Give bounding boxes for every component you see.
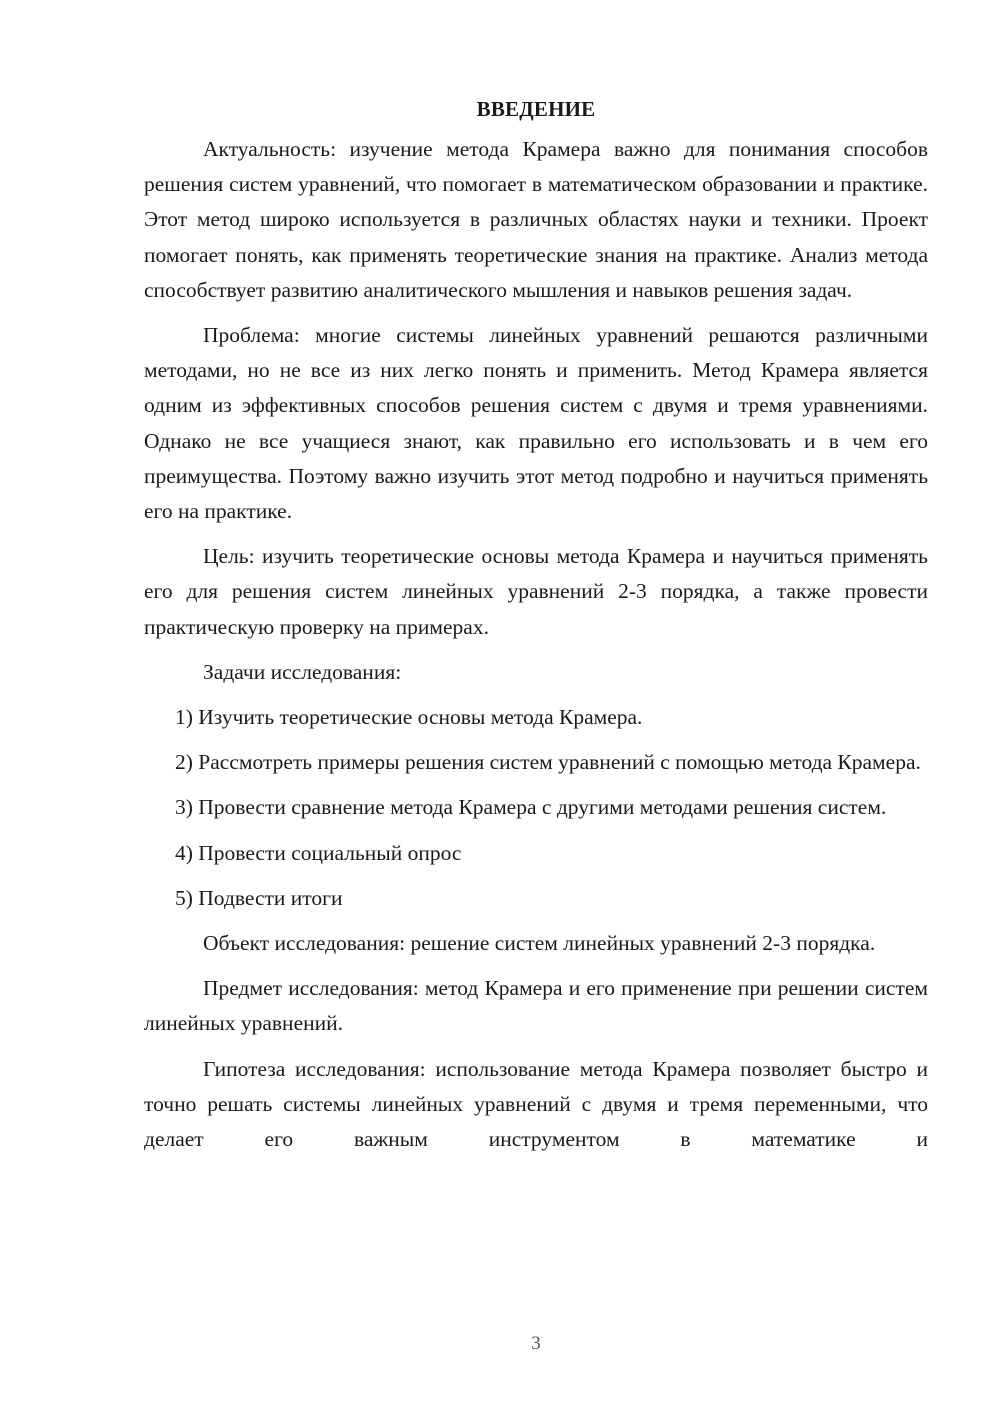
paragraph-goal: Цель: изучить теоретические основы метода Крамера и научиться применять его для решения систем линейных уравнений 2-3 порядка, а также провести практическую проверку на примерах. xyxy=(144,544,928,639)
tasks-title: Задачи исследования: xyxy=(203,659,402,684)
section-heading: ВВЕДЕНИЕ xyxy=(476,97,596,121)
document-page xyxy=(144,92,928,1157)
page-number: 3 xyxy=(531,1333,541,1354)
paragraph-relevance: Актуальность: изучение метода Крамера важно для понимания способов решения систем уравнений, что помогает в математическом образовании и практике. Этот метод широко используется в различных областях науки и техники. Проект помогает понять, как применять теоретические знания на практике. Анализ метода способствует развитию аналитического мышления и навыков решения задач. xyxy=(144,137,928,302)
paragraph-problem: Проблема: многие системы линейных уравнений решаются различными методами, но не все из них легко понять и применить. Метод Крамера является одним из эффективных способов решения систем с двумя и тремя уравнениями. Однако не все учащиеся знают, как правильно его использовать и в чем его преимущества. Поэтому важно изучить этот метод подробно и научиться применять его на практике. xyxy=(144,323,928,524)
paragraph-object: Объект исследования: решение систем линейных уравнений 2-3 порядка. xyxy=(203,931,876,956)
task-item-5: 5) Подвести итоги xyxy=(175,885,343,910)
task-item-4: 4) Провести социальный опрос xyxy=(175,840,462,865)
task-item-1: 1) Изучить теоретические основы метода Крамера. xyxy=(175,705,643,730)
task-item-2: 2) Рассмотреть примеры решения систем уравнений с помощью метода Крамера. xyxy=(175,750,921,775)
paragraph-subject: Предмет исследования: метод Крамера и его применение при решении систем линейных уравнений. xyxy=(144,976,928,1036)
task-item-3: 3) Провести сравнение метода Крамера с другими методами решения систем. xyxy=(175,795,887,820)
paragraph-hypothesis: Гипотеза исследования: использование метода Крамера позволяет быстро и точно решать системы линейных уравнений с двумя и тремя переменными, что делает его важным инструментом в математике и xyxy=(144,1056,928,1152)
